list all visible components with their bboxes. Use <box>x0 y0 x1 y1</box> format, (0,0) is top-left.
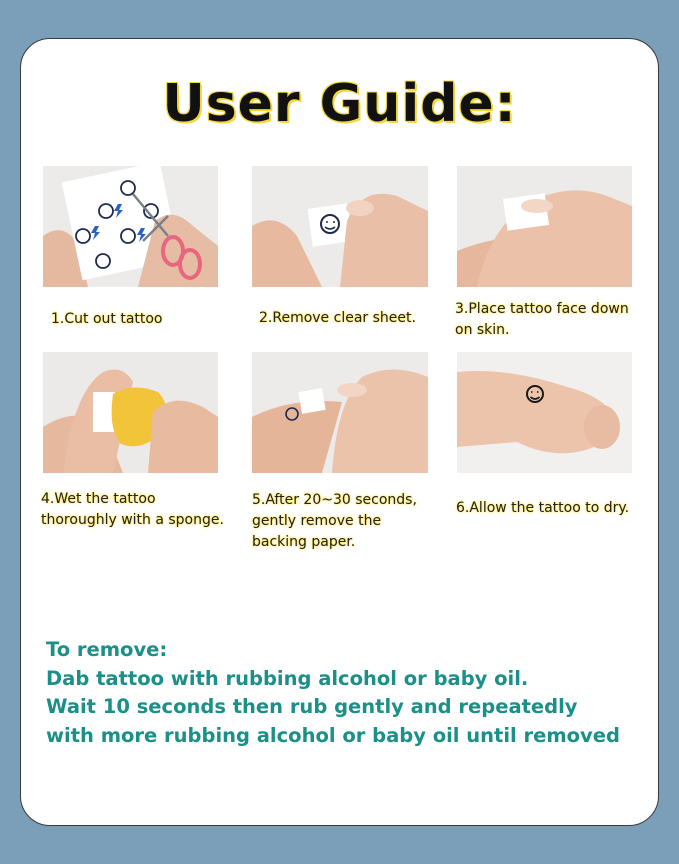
removal-line-1: Dab tattoo with rubbing alcohol or baby oil. <box>46 666 529 690</box>
removal-instructions <box>46 636 620 750</box>
step-5-caption: 5.After 20~30 seconds, gently remove the backing paper. <box>252 492 417 550</box>
step-4-photo <box>43 352 218 473</box>
step-2-photo <box>252 166 428 287</box>
removal-line-3: with more rubbing alcohol or baby oil until removed <box>46 723 620 747</box>
step-4-caption: 4.Wet the tattoo thoroughly with a sponge. <box>41 491 224 528</box>
step-6-photo <box>457 352 632 473</box>
page-title: User Guide: <box>162 74 517 134</box>
step-3-caption: 3.Place tattoo face down on skin. <box>455 301 629 338</box>
step-2-caption: 2.Remove clear sheet. <box>259 310 416 326</box>
step-1-photo <box>43 166 218 287</box>
step-6-caption: 6.Allow the tattoo to dry. <box>456 500 630 516</box>
step-1-caption: 1.Cut out tattoo <box>51 311 163 327</box>
step-3-photo <box>457 166 632 287</box>
removal-heading: To remove: <box>46 638 168 661</box>
step-5-photo <box>252 352 428 473</box>
removal-line-2: Wait 10 seconds then rub gently and repeatedly <box>46 695 578 718</box>
